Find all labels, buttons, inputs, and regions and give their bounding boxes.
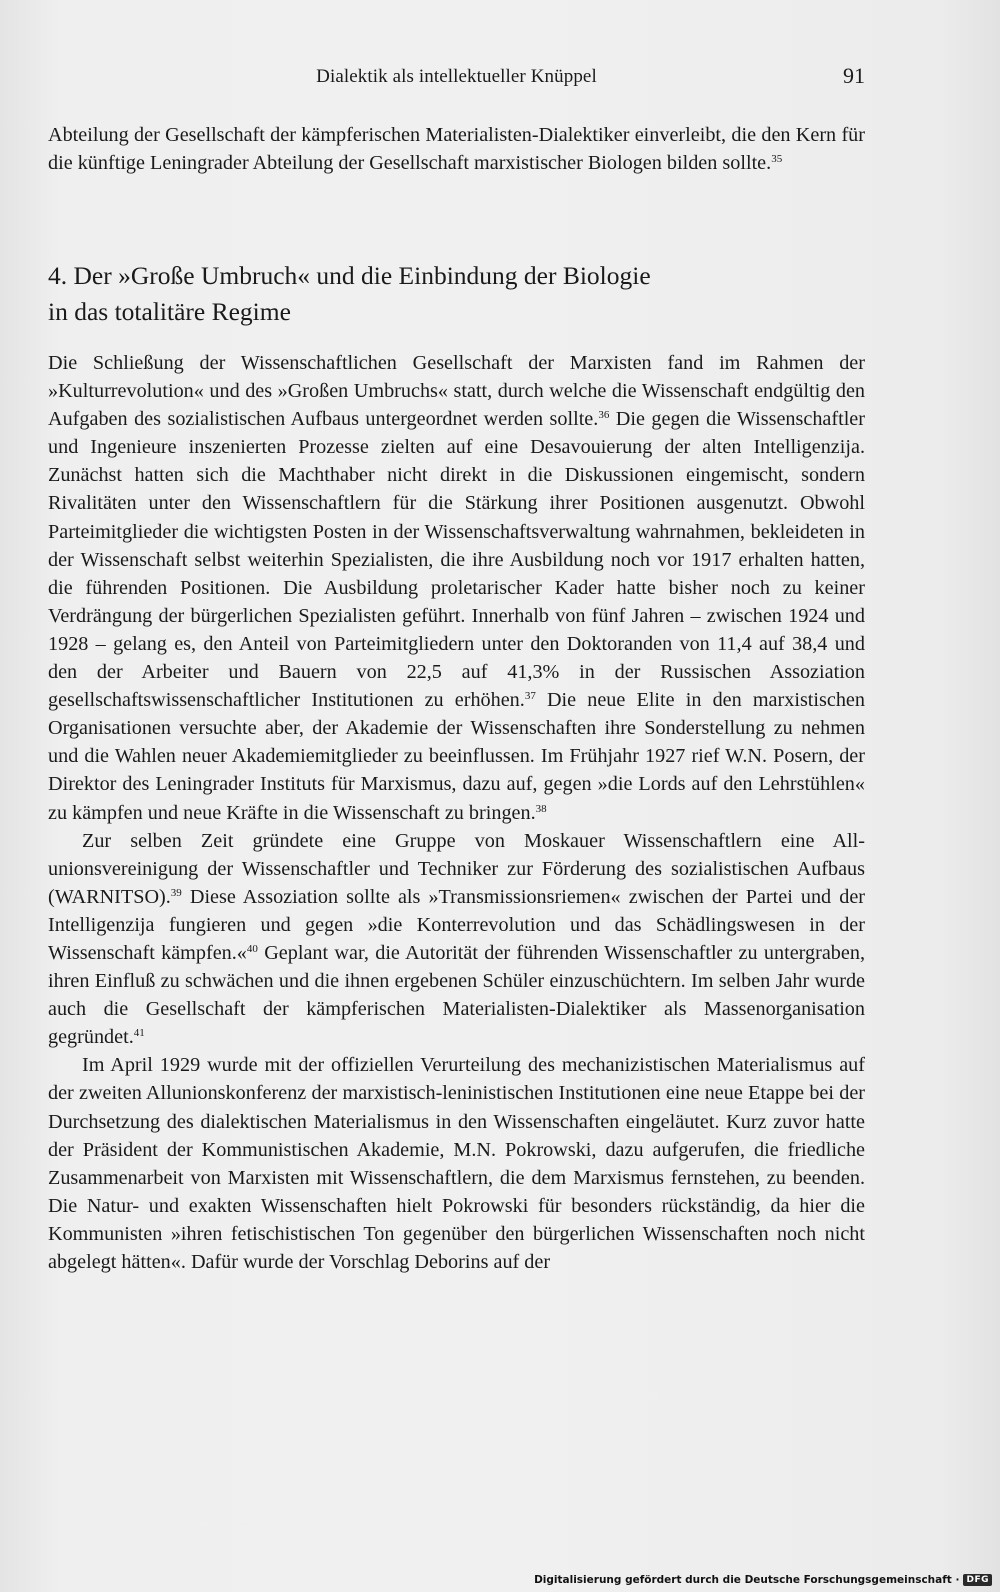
paragraph-text: Die gegen die Wissenschaftler und Ingenieure inszenierten Prozesse zielten auf eine Desavouierung der alten Intelligenzija. Zunächst hatten sich die Machthaber nicht direkt in die Diskussionen eingemischt, sondern Rivalitäten unter den Wissenschaftlern für die Stärkung ihrer Positionen ausgenutzt. Obwohl Parteimitglieder die wichtigsten Posten in der Wissenschaftsverwaltung wahrnahmen, bekleideten in der Wissenschaft selbst weiterhin Spezialisten, die ihre Ausbildung noch vor 1917 erhalten hatten, die führenden Positionen. Die Ausbildung proletarischer Kader hatte bisher noch zu keiner Verdrängung der bürgerlichen Spezialisten geführt. Innerhalb von fünf Jahren – zwischen 1924 und 1928 – gelang es, den Anteil von Parteimitgliedern unter den Doktoranden von 11,4 auf 38,4 und den der Arbeiter und Bauern von 22,5 auf 41,3% in der Russischen Assoziation gesellschaftswissenschaftlicher Institutionen zu erhöhen. [48,408,865,712]
footnote-ref: 38 [535,802,547,815]
paragraph [48,121,865,177]
paragraph-3 [48,1051,865,1276]
body-text [48,349,865,1276]
paragraph-text: Im April 1929 wurde mit der offiziellen Verurteilung des mechanizistischen Materialismus auf der zweiten Allunionskonferenz der marxistisch-leninistischen Institutionen eine neue Etappe bei der Durchsetzung des dialektischen Materialismus in den Wissenschaften eingeläutet. Kurz zuvor hatte der Präsident der Kommunistischen Akademie, M.N. Pokrowski, dazu aufgerufen, die friedliche Zusammenarbeit von Marxisten mit Wissenschaftlern, die dem Marxismus fernstehen, zu beenden. Die Natur- und exakten Wissenschaften hielt Pokrowski für besonders rückständig, da hier die Kommunisten »ihren fetischistischen Ton gegenüber den bürgerlichen Wissenschaften noch nicht abgelegt hätten«. Dafür wurde der Vorschlag Deborins auf der [48,1054,865,1273]
footnote-ref: 41 [133,1027,145,1040]
section-heading-block [48,258,865,330]
section-heading [48,258,865,330]
dfg-logo-icon: DFG [963,1574,992,1586]
paragraph-text: Diese Assoziation sollte als »Transmissionsriemen« zwischen der Partei und der Intelligenzija fungieren und gegen »die Konterrevolution und das Schädlingswesen in der Wissenschaft kämpfen.« [48,885,865,964]
paragraph-text: Die neue Elite in den marxistischen Organisationen versuchte aber, der Akademie der Wissenschaften ihre Sonderstellung zu nehmen und die Wahlen neuer Akademiemitglieder zu beeinflussen. Im Frühjahr 1927 rief W.N. Posern, der Direktor des Leningrader Instituts für Marxismus, dazu auf, gegen »die Lords auf den Lehrstühlen« zu kämpfen und neue Kräfte in die Wissenschaft zu bringen. [48,689,865,824]
running-head [48,63,865,96]
credit-text: Digitalisierung gefördert durch die Deutsche Forschungsgemeinschaft · [534,1574,960,1586]
running-title: Dialektik als intellektueller Knüppel [316,66,597,87]
paragraph-text: Die Schließung der Wissenschaftlichen Gesellschaft der Marxisten fand im Rahmen der »Kulturrevolution« und des »Großen Umbruchs« statt, durch welche die Wissenschaft endgültig den Aufgaben des sozialistischen Aufbaus untergeordnet werden sollte. [48,352,865,431]
digitization-credit [534,1574,992,1586]
page-number: 91 [843,63,865,88]
footnote-ref: 36 [598,409,610,422]
footnote-ref: 39 [170,886,182,899]
heading-line-2: in das totalitäre Regime [48,297,291,326]
paragraph-text: Abteilung der Gesellschaft der kämpferischen Materialisten-Dialektiker einverleibt, die den Kern für die künftige Leningrader Abteilung der Gesellschaft marxistischer Biologen bilden sollte. [48,124,865,175]
paragraph-text: Zur selben Zeit gründete eine Gruppe von Moskauer Wissenschaftlern eine Allunionsvereinigung der Wissenschaftler und Techniker zur Förderung des sozialistischen Aufbaus (WARNITSO). [48,829,865,908]
paragraph-2 [48,827,865,1052]
continuation-paragraph [48,121,865,177]
footnote-ref: 40 [246,942,258,955]
heading-line-1: 4. Der »Große Umbruch« und die Einbindung der Biologie [48,261,651,290]
paragraph-1 [48,349,865,827]
paragraph-text: Geplant war, die Autorität der führenden Wissenschaftler zu untergraben, ihren Einfluß zu schwächen und die ihnen ergebenen Schüler einzuschüchtern. Im selben Jahr wurde auch die Gesellschaft der kämpferischen Materialisten-Dialektiker als Massenorganisation gegründet. [48,941,865,1049]
footnote-ref: 35 [771,152,783,165]
footnote-ref: 37 [524,689,536,702]
